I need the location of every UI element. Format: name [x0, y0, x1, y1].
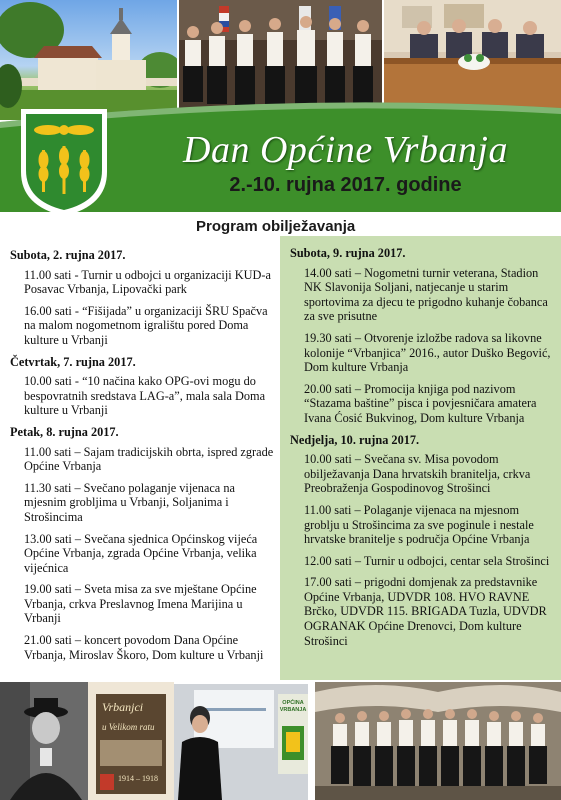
program-event — [304, 575, 552, 648]
event-time: 20.00 sati — [304, 381, 352, 396]
program-heading: Program obilježavanja — [196, 218, 356, 235]
event-text: – Svečano polaganje vijenaca na mjesnim grobljima u Vrbanji, Soljanima i Strošincima — [24, 480, 235, 524]
book-title: Vrbanjci — [102, 700, 144, 714]
event-time: 11.00 sati — [24, 267, 72, 282]
program-event — [24, 374, 275, 418]
program-event — [24, 304, 275, 348]
event-time: 11.00 sati — [24, 444, 72, 459]
event-text: – Svečana sjednica Općinskog vijeća Općine Vrbanja, zgrada Općine Vrbanja, velika vijećnica — [24, 531, 258, 575]
program-event — [304, 503, 552, 547]
event-text: – Polaganje vijenaca na mjesnom groblju u Strošincima za sve poginule i nestale hrvatske branitelje s područja Općine Vrbanja — [304, 502, 534, 547]
event-text: – Turnir u odbojci, centar sela Strošinci — [351, 553, 550, 568]
program-event — [24, 633, 275, 662]
event-text: - Turnir u odbojci u organizaciji KUD-a Posavac Vrbanja, Lipovački park — [24, 267, 271, 297]
day-heading: Petak, 8. rujna 2017. — [10, 424, 119, 439]
event-text: – Svečana sv. Misa povodom obilježavanja Dana hrvatskih branitelja, crkva Preobraženja Gospodinovog Strošinci — [304, 452, 531, 496]
event-time: 12.00 sati — [304, 553, 352, 568]
program-event — [24, 532, 275, 576]
day-heading: Subota, 9. rujna 2017. — [290, 246, 406, 260]
event-text: – Nogometni turnir veterana, Stadion NK Slavonija Soljani, natjecanje u starim sportovima za djecu te prigodno kuhanje čobanca za sve prisutne — [304, 265, 548, 324]
right-program-column — [290, 246, 552, 655]
event-text: – Sajam tradicijskih obrta, ispred zgrade Općine Vrbanja — [24, 444, 274, 474]
folk-dance-photo — [179, 0, 382, 108]
program-event — [24, 481, 275, 525]
program-event — [304, 382, 552, 426]
event-time: 16.00 sati — [24, 303, 72, 318]
event-time: 11.30 sati — [24, 480, 72, 495]
program-event — [304, 554, 552, 569]
program-event — [304, 452, 552, 496]
book-subtitle: u Velikom ratu — [102, 722, 155, 732]
coat-of-arms-icon — [18, 106, 110, 218]
event-text: – Promocija knjiga pod nazivom “Stazama baštine” pisca i povjesničara amatera Ivana Ćosić Bukvinog, Dom kulture Vrbanja — [304, 381, 537, 425]
program-event — [24, 268, 275, 297]
day-heading: Subota, 2. rujna 2017. — [10, 248, 126, 262]
event-text: – Otvorenje izložbe radova sa likovne kolonije “Vrbanjica” 2016., autor Duško Begović, Dom kulture Vrbanja — [304, 330, 551, 375]
program-event — [24, 445, 275, 474]
event-time: 10.00 sati — [24, 374, 72, 389]
book-cover-photo — [88, 682, 174, 800]
program-event — [24, 582, 275, 626]
book-years: 1914 – 1918 — [118, 774, 158, 783]
program-event — [304, 266, 552, 324]
event-time: 11.00 sati — [304, 502, 352, 517]
event-time: 10.00 sati — [304, 452, 352, 467]
event-text: – Sveta misa za sve mještane Općine Vrbanja, crkva Preslavnog Imena Marijina u Vrbanji — [24, 582, 257, 626]
portrait-photo — [0, 682, 88, 800]
day-heading: Četvrtak, 7. rujna 2017. — [10, 354, 136, 369]
left-program-column — [10, 248, 275, 669]
event-time: 13.00 sati — [24, 531, 72, 546]
event-text: - “10 načina kako OPG-ovi mogu do bespovratnih sredstava LAG-a”, mala sala Doma kulture u Vrbanji — [24, 374, 266, 418]
council-meeting-photo — [384, 0, 561, 108]
event-time: 19.30 sati — [304, 330, 352, 345]
folk-choir-photo — [315, 682, 561, 800]
page-title: Dan Općine Vrbanja — [183, 129, 508, 171]
event-dates: 2.-10. rujna 2017. godine — [229, 174, 462, 196]
event-time: 19.00 sati — [24, 582, 72, 597]
program-event — [304, 331, 552, 375]
day-heading: Nedjelja, 10. rujna 2017. — [290, 432, 420, 447]
event-time: 21.00 sati — [24, 633, 72, 648]
municipality-sign: OPĆINA VRBANJA — [279, 700, 307, 713]
event-time: 14.00 sati — [304, 265, 352, 280]
event-text: – prigodni domjenak za predstavnike Općine Vrbanja, UDVDR 108. HVO RAVNE Brčko, UDVDR 115. BRIGADA Tuzla, UDVDR OGRANAK Općine Drenovci, Dom kulture Strošinci — [304, 575, 547, 648]
event-time: 17.00 sati — [304, 575, 352, 590]
presentation-photo — [174, 684, 308, 800]
event-text: - “Fišijada” u organizaciji ŠRU Spačva na malom nogometnom igralištu pored Doma kulture u Vrbanji — [24, 303, 268, 347]
event-text: – koncert povodom Dana Općine Vrbanja, Miroslav Škoro, Dom kulture u Vrbanji — [24, 633, 264, 662]
